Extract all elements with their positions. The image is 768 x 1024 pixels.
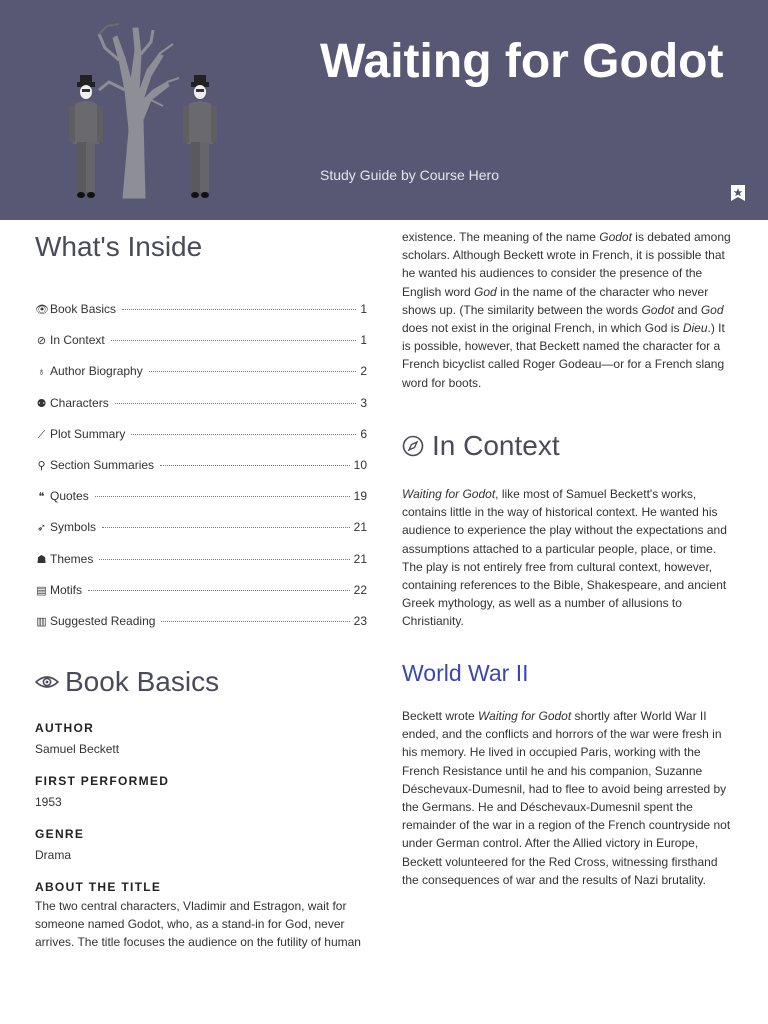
toc-item-characters[interactable] — [35, 396, 367, 427]
toc-item-label: Plot Summary — [50, 426, 126, 441]
text-run: and — [674, 302, 701, 317]
in-context-title: In Context — [432, 430, 560, 461]
people-icon: ⚉ — [36, 397, 47, 410]
toc-item-page: 21 — [353, 551, 367, 566]
toc-list — [35, 302, 367, 645]
italic-run: Dieu — [682, 321, 708, 336]
toc-item-page: 23 — [353, 613, 367, 628]
toc-item-suggested-reading[interactable] — [35, 614, 367, 645]
toc-item-page: 1 — [360, 333, 367, 348]
dot-leader — [149, 371, 357, 372]
dot-leader — [111, 340, 357, 341]
toc-item-label: Suggested Reading — [50, 613, 156, 628]
text-run: is debated among scholars. Although Beckett wrote in French, it is possible that he wanted his audiences to consider the presence of the English word — [402, 230, 731, 299]
in-context-paragraph — [402, 485, 732, 631]
genre-value: Drama — [35, 848, 72, 862]
text-run: does not exist in the original French, in which God is — [402, 321, 683, 336]
toc-item-page: 22 — [353, 582, 367, 597]
world-war-ii-paragraph — [402, 707, 732, 889]
line-graph-icon: ⟋ — [37, 428, 46, 441]
toc-item-label: Author Biography — [50, 364, 143, 379]
italic-run: God — [700, 302, 724, 317]
italic-run: God — [474, 284, 497, 299]
toc-item-page: 6 — [360, 426, 367, 441]
dot-leader — [122, 309, 356, 310]
toc-item-label: Section Summaries — [50, 457, 155, 472]
quote-icon: ❝ — [38, 491, 45, 504]
bird-icon: ➶ — [36, 522, 47, 535]
toc-item-symbols[interactable] — [35, 520, 367, 551]
toc-item-plot-summary[interactable] — [35, 427, 367, 458]
masks-icon: ☗ — [36, 553, 47, 566]
toc-heading: What's Inside — [35, 231, 203, 262]
toc-item-book-basics[interactable] — [35, 302, 367, 333]
toc-item-page: 21 — [353, 520, 367, 535]
compass-icon: ⊘ — [36, 335, 47, 348]
book-basics-section — [35, 720, 367, 966]
text-run: Beckett wrote — [402, 709, 479, 723]
about-title-label: ABOUT THE TITLE — [35, 880, 162, 894]
dot-leader — [88, 590, 350, 591]
toc-item-page: 1 — [360, 302, 367, 316]
toc-item-label: Symbols — [50, 520, 97, 535]
dot-leader — [160, 465, 350, 466]
toc-item-motifs[interactable] — [35, 583, 367, 614]
toc-item-label: Characters — [50, 395, 109, 410]
toc-item-label: Quotes — [50, 489, 89, 504]
toc-item-label: Motifs — [50, 582, 83, 597]
toc-item-label: Themes — [50, 551, 94, 566]
world-war-ii-section — [402, 707, 732, 889]
dot-leader — [99, 559, 349, 560]
eye-icon: 👁 — [35, 304, 49, 316]
text-run: , like most of Samuel Beckett's works, contains little in the way of historical context. He wanted his audience to experience the play without the expectations and assumptions attached to a particular people, place, or time. The play is not entirely free from cultural context, however, containing references to the Bible, Shakespeare, and ancient Greek mythology, as well as a number of allusions to Christianity. — [402, 487, 727, 629]
compass-icon — [402, 435, 424, 457]
toc-item-page: 10 — [353, 457, 367, 472]
eye-icon — [35, 674, 59, 690]
author-label: AUTHOR — [35, 721, 95, 735]
book-basics-heading — [35, 666, 219, 698]
toc-item-page: 3 — [360, 395, 367, 410]
continued-paragraph — [402, 228, 732, 392]
genre-label: GENRE — [35, 827, 85, 841]
guide-subtitle: Study Guide by Course Hero — [320, 167, 499, 183]
toc-item-in-context[interactable] — [35, 333, 367, 364]
quill-icon: ♁ — [37, 366, 46, 379]
italic-run: Godot — [599, 230, 632, 244]
in-context-heading — [402, 430, 560, 462]
in-context-section — [402, 485, 732, 631]
toc-item-page: 19 — [353, 489, 367, 504]
toc-item-author-biography[interactable] — [35, 364, 367, 395]
italic-run: Waiting for Godot — [478, 709, 572, 723]
dot-leader — [115, 403, 357, 404]
toc-item-themes[interactable] — [35, 552, 367, 583]
text-run: .) It is possible, however, that Beckett named the character for a French bicyclist called Roger Godeau—or for a French slang word for boots. — [402, 321, 725, 390]
books-icon: ▥ — [36, 615, 47, 628]
world-war-ii-heading: World War II — [402, 660, 529, 686]
first-performed-value: 1953 — [35, 795, 62, 809]
author-value: Samuel Beckett — [35, 742, 120, 756]
dot-leader — [131, 434, 356, 435]
dot-leader — [102, 527, 350, 528]
book-title: Waiting for Godot — [320, 35, 724, 88]
dot-leader — [95, 496, 350, 497]
tree-and-two-men-illustration — [55, 20, 235, 205]
toc-section — [35, 228, 367, 645]
italic-run: Godot — [641, 302, 675, 317]
first-performed-label: FIRST PERFORMED — [35, 774, 170, 788]
toc-item-quotes[interactable] — [35, 489, 367, 520]
continued-text-block — [402, 228, 732, 392]
text-run: existence. The meaning of the name — [402, 230, 600, 244]
document-icon: ▤ — [36, 584, 47, 597]
italic-run: Waiting for Godot — [402, 487, 496, 501]
toc-item-section-summaries[interactable] — [35, 458, 367, 489]
bookmark-star-icon[interactable] — [729, 184, 747, 202]
toc-item-label: Book Basics — [50, 302, 117, 316]
book-basics-title: Book Basics — [65, 666, 220, 697]
dot-leader — [161, 621, 349, 622]
text-run: in the name of the character who never shows up. (The similarity between the words — [402, 284, 709, 317]
text-run: shortly after World War II ended, and the conflicts and horrors of the war were fresh in his memory. He lived in occupied Paris, working with the French Resistance until he and his companion, Suzanne Déschevaux-Dumesnil, had to flee to avoid being arrested by the Germans. He and Déschevaux-Dumesnil spent the remainder of the war in a region of the French countryside not under German control. After the Allied victory in Europe, Beckett volunteered for the Red Cross, witnessing firsthand the consequences of war and the results of Nazi brutality. — [402, 709, 731, 887]
hero-header — [0, 0, 768, 220]
about-title-text: The two central characters, Vladimir and Estragon, wait for someone named Godot, who, as a stand-in for God, never arrives. The title focuses the audience on the futility of human — [35, 899, 361, 949]
toc-item-label: In Context — [50, 333, 105, 348]
magnifier-icon: ⚲ — [37, 459, 46, 472]
toc-item-page: 2 — [360, 364, 367, 379]
